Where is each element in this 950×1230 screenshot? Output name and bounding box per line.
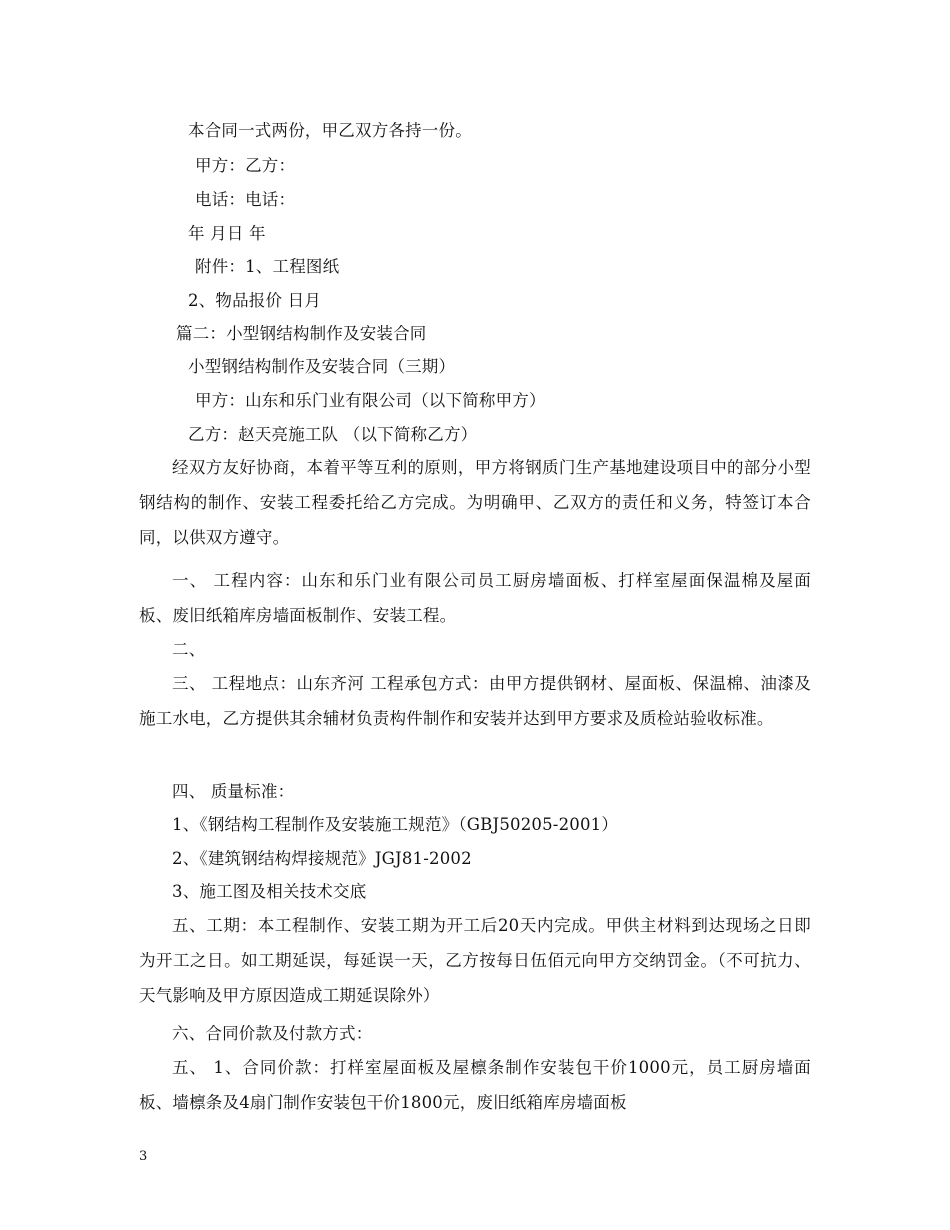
party-a-line: 甲方：山东和乐门业有限公司（以下简称甲方） [195,391,546,410]
paragraph-quality: 四、 质量标准： [172,782,295,801]
page-number: 3 [139,1149,148,1164]
party-b-line: 乙方：赵天亮施工队 （以下简称乙方） [188,425,478,444]
text-line: 2、物品报价 日月 [188,291,322,310]
paragraph-preamble: 经双方友好协商，本着平等互利的原则，甲方将钢质门生产基地建设项目中的部分小型钢结构的制作、安装工程委托给乙方完成。为明确甲、乙双方的责任和义务，特签订本合同，以供双方遵守。 [139,458,811,547]
text-line: 甲方：乙方： [195,156,296,175]
text-line: 本合同一式两份，甲乙双方各持一份。 [188,121,472,140]
text-line: 电话：电话： [195,190,296,209]
paragraph-location: 三、 工程地点：山东齐河 工程承包方式：由甲方提供钢材、屋面板、保温棉、油漆及施工水电，乙方提供其余辅材负责构件制作和安装并达到甲方要求及质检站验收标准。 [139,674,811,728]
paragraph-schedule: 五、工期：本工程制作、安装工期为开工后20天内完成。甲供主材料到达现场之日即为开工之日。如工期延误，每延误一天，乙方按每日伍佰元向甲方交纳罚金。（不可抗力、天气影响及甲方原因造成工期延误除外） [139,916,811,1005]
paragraph-price: 五、 1、合同价款：打样室屋面板及屋檩条制作安装包干价1000元，员工厨房墙面板、墙檩条及4扇门制作安装包干价1800元，废旧纸箱库房墙面板 [139,1058,811,1112]
text-line: 年 月日 年 [188,224,266,243]
paragraph-price-heading: 六、合同价款及付款方式： [172,1024,373,1043]
paragraph-two: 二、 [172,640,206,659]
text-line: 附件：1、工程图纸 [195,257,340,276]
quality-item-2: 2、《建筑钢结构焊接规范》JGJ81-2002 [172,849,472,868]
contract-title: 小型钢结构制作及安装合同（三期） [188,357,456,376]
quality-item-3: 3、施工图及相关技术交底 [172,882,367,901]
section-title: 篇二：小型钢结构制作及安装合同 [176,324,427,343]
quality-item-1: 1、《钢结构工程制作及安装施工规范》（GBJ50205-2001） [172,815,619,834]
paragraph-scope: 一、 工程内容：山东和乐门业有限公司员工厨房墙面板、打样室屋面保温棉及屋面板、废旧纸箱库房墙面板制作、安装工程。 [139,571,811,625]
